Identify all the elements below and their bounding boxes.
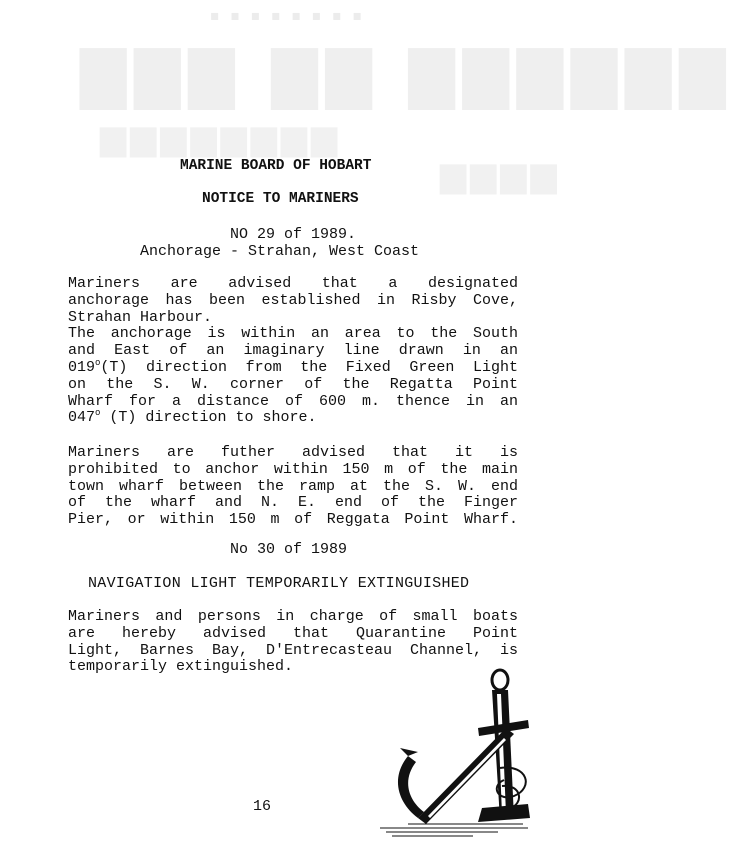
page-number: 16 <box>253 798 272 815</box>
text-line: town wharf between the ramp at the S. W. end <box>68 477 518 495</box>
anchor-icon <box>378 668 538 843</box>
text-line: Pier, or within 150 m of Reggata Point Wharf. <box>68 511 518 529</box>
bearing-value: 047 <box>68 409 96 427</box>
text-line: Mariners are advised that a designated <box>68 275 518 292</box>
text-line <box>68 410 518 427</box>
document-title: NOTICE TO MARINERS <box>202 191 359 207</box>
notice-30-body <box>68 609 518 676</box>
text-line: prohibited to anchor within 150 m of the main <box>68 460 518 478</box>
text-line: Wharf for a distance of 600 m. thence in an <box>68 392 518 410</box>
text-line: Strahan Harbour. <box>68 308 213 326</box>
text-fragment: (T) direction from the Fixed Green Light <box>100 358 518 376</box>
text-line: Light, Barnes Bay, D'Entrecasteau Channel, is <box>68 641 518 659</box>
degree-symbol: o <box>95 408 101 419</box>
show-through-artifact: ▆▆▆▆▆▆▆▆ <box>100 118 342 158</box>
organisation-title: MARINE BOARD OF HOBART <box>180 158 372 174</box>
show-through-artifact: ▪ ▪ ▪ ▪ ▪ ▪ ▪ ▪ <box>210 8 366 24</box>
text-fragment: (T) direction to shore. <box>100 409 317 427</box>
text-line: The anchorage is within an area to the South <box>68 325 518 343</box>
text-line: temporarily extinguished. <box>68 658 294 676</box>
text-line: Mariners are futher advised that it is <box>68 444 518 461</box>
notice-29-body <box>68 276 518 427</box>
notice-29-subject: Anchorage - Strahan, West Coast <box>140 243 420 260</box>
text-line <box>68 357 518 377</box>
notice-29-prohibition <box>68 445 518 529</box>
degree-symbol: o <box>95 357 101 368</box>
text-line: of the wharf and N. E. end of the Finger <box>68 494 518 512</box>
text-line: on the S. W. corner of the Regatta Point <box>68 375 518 393</box>
notice-29-number: NO 29 of 1989. <box>230 226 357 243</box>
text-line: are hereby advised that Quarantine Point <box>68 624 518 642</box>
text-line: and East of an imaginary line drawn in an <box>68 342 518 360</box>
show-through-artifact: ▇▇▇ ▇▇ ▇▇▇▇▇▇ <box>80 40 733 110</box>
notice-30-subject: NAVIGATION LIGHT TEMPORARILY EXTINGUISHED <box>88 575 470 592</box>
notice-30-number: No 30 of 1989 <box>230 541 348 558</box>
show-through-artifact: ▆▆▆▆ <box>440 155 561 195</box>
text-line: anchorage has been established in Risby Cove, <box>68 291 518 309</box>
text-line: Mariners and persons in charge of small boats <box>68 608 518 625</box>
bearing-value: 019 <box>68 358 96 376</box>
